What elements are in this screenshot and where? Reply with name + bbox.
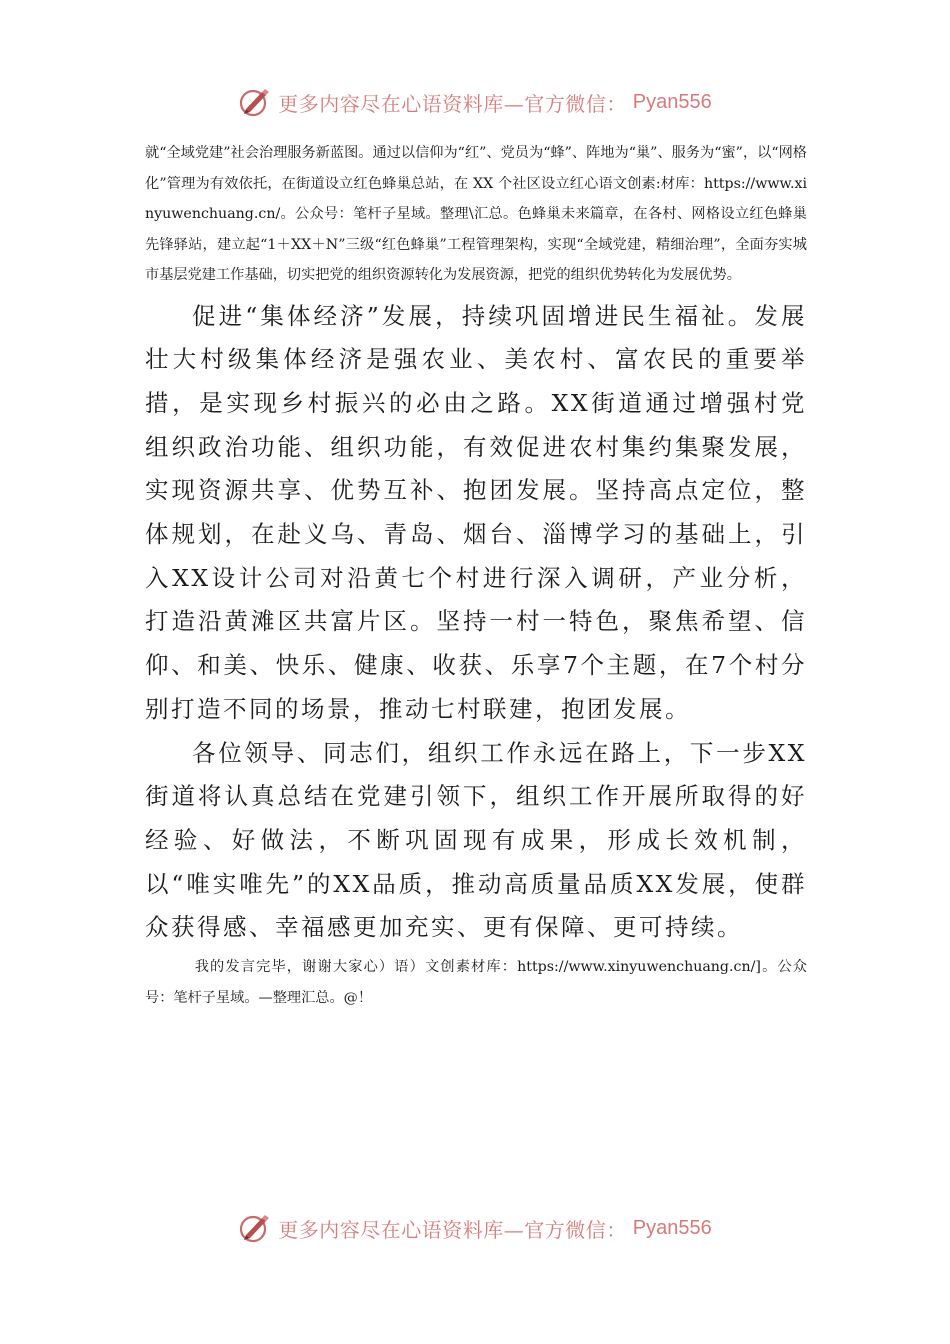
paragraph-collective-economy: 促进“集体经济”发展，持续巩固增进民生福祉。发展壮大村级集体经济是强农业、美农村、富农民的重要举措，是实现乡村振兴的必由之路。XX街道通过增强村党组织政治功能、组织功能，有效促进农村集约集聚发展，实现资源共享、优势互补、抱团发展。坚持高点定位，整体规划，在赴义乌、青岛、烟台、淄博学习的基础上，引入XX设计公司对沿黄七个村进行深入调研，产业分析，打造沿黄滩区共富片区。坚持一村一特色，聚焦希望、信仰、和美、快乐、健康、收获、乐享7个主题，在7个村分别打造不同的场景，推动七村联建，抱团发展。 <box>145 301 807 723</box>
footer-banner <box>0 1208 950 1248</box>
pen-circle-logo-icon <box>238 85 272 119</box>
header-banner <box>0 82 950 122</box>
header-banner-wechat-id: Pyan556 <box>632 90 712 113</box>
paragraph-party-building: 就“全域党建”社会治理服务新蓝图。通过以信仰为“红”、党员为“蜂”、阵地为“巢”、服务为“蜜”，以“网格化”管理为有效依托，在街道设立红色蜂巢总站，在 XX 个社区设立红心语文创素:材库：https://www.xinyuwenchuang.cn/。公众号：笔杆子星域。整理\汇总。色蜂巢未来篇章，在各村、网格设立红色蜂巢先锋驿站，建立起“1＋XX＋N”三级“红色蜂巢”工程管理架构，实现“全域党建，精细治理”，全面夯实城市基层党建工作基础，切实把党的组织资源转化为发展资源，把党的组织优势转化为发展优势。 <box>145 145 807 283</box>
pen-circle-logo-icon <box>238 1211 272 1245</box>
paragraph-closing-remarks: 各位领导、同志们，组织工作永远在路上，下一步XX街道将认真总结在党建引领下，组织工作开展所取得的好经验、好做法，不断巩固现有成果，形成长效机制，以“唯实唯先”的XX品质，推动高质量品质XX发展，使群众获得感、幸福感更加充实、更有保障、更可持续。 <box>145 738 807 942</box>
footer-banner-wechat-id: Pyan556 <box>632 1216 712 1239</box>
footer-banner-text: 更多内容尽在心语资料库—官方微信： <box>278 1217 627 1242</box>
document-body <box>145 138 807 1013</box>
paragraph-sign-off: 我的发言完毕，谢谢大家心）语）文创素材库：https://www.xinyuwenchuang.cn/]。公众号：笔杆子星域。—整理汇总。@！ <box>145 959 807 1006</box>
header-banner-text: 更多内容尽在心语资料库—官方微信： <box>278 91 627 116</box>
